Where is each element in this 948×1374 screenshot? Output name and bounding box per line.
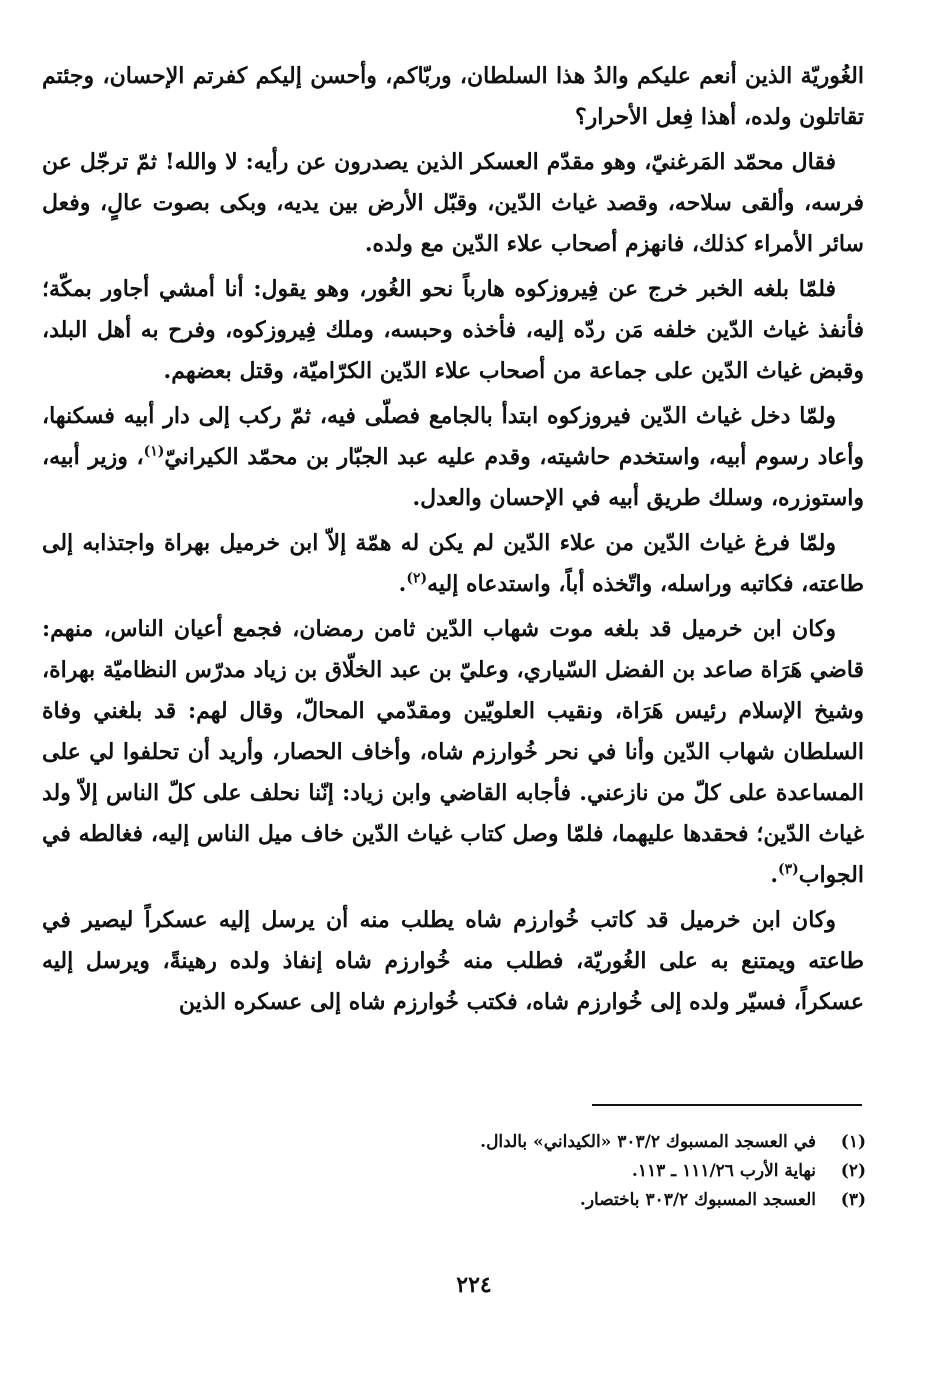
paragraph — [42, 609, 864, 896]
footnote-reference[interactable]: (١) — [143, 443, 165, 460]
paragraph-text: وكان ابن خرميل قد بلغه موت شهاب الدّين ثامن رمضان، فجمع أعيان الناس، منهم: قاضي هَرَاة صاعد بن الفضل السّياري، وعليّ بن عبد الخلّاق بن زياد مدرّس النظاميّة بهراة، وشيخ الإسلام رئيس هَرَاة، ونقيب العلويّين ومقدّمي المحالّ، وقال لهم: قد بلغني وفاة السلطان شهاب الدّين وأنا في نحر خُوارزم شاه، وأخاف الحصار، وأريد أن تحلفوا لي على المساعدة على كلّ من نازعني. فأجابه القاضي وابن زياد: إنّنا نحلف على كلّ الناس إلاّ ولد غياث الدّين؛ فحقدها عليهما، فلمّا وصل كتاب غياث الدّين خاف ميل الناس إليه، فغالطه في الجواب — [42, 616, 864, 888]
paragraph — [42, 396, 864, 519]
footnote-reference[interactable]: (٢) — [406, 570, 428, 587]
paragraph-text-continued: . — [770, 862, 778, 888]
footnote-reference[interactable]: (٣) — [778, 861, 799, 878]
footnote-text: في العسجد المسبوك ٣٠٣/٢ «الكيداني» بالدال. — [480, 1132, 816, 1152]
footnote-text: العسجد المسبوك ٣٠٣/٢ باختصار. — [579, 1190, 816, 1210]
paragraph-text-continued: . — [398, 571, 407, 597]
paragraph — [42, 269, 864, 392]
paragraph — [42, 142, 864, 265]
footnote-divider — [592, 1104, 862, 1106]
footnote-item — [300, 1186, 866, 1215]
paragraph-text: ولمّا دخل غياث الدّين فيروزكوه ابتدأ بالجامع فصلّى فيه، ثمّ ركب إلى دار أبيه فسكنها، وأعاد رسوم أبيه، واستخدم حاشيته، وقدم عليه عبد الجبّار بن محمّد الكيرانيّ — [42, 403, 864, 470]
paragraph — [42, 56, 864, 138]
paragraph-text: فلمّا بلغه الخبر خرج عن فِيروزكوه هارباً نحو الغُور، وهو يقول: أنا أمشي أجاور بمكّة؛ فأنفذ غياث الدّين خلفه مَن ردّه إليه، فأخذه وحبسه، وملك فِيروزكوه، وفرح به أهل البلد، وقبض غياث الدّين على جماعة من أصحاب علاء الدّين الكرّاميّة، وقتل بعضهم. — [42, 276, 864, 384]
footnote-text: نهاية الأرب ١١١/٢٦ ـ ١١٣. — [631, 1161, 816, 1181]
paragraph — [42, 523, 864, 605]
paragraph-text: الغُوريّة الذين أنعم عليكم والدُ هذا السلطان، وربّاكم، وأحسن إليكم كفرتم الإحسان، وجئتم تقاتلون ولده، أهذا فِعل الأحرار؟ — [42, 63, 864, 130]
paragraph-text: وكان ابن خرميل قد كاتب خُوارزم شاه يطلب منه أن يرسل إليه عسكراً ليصير في طاعته ويمتنع به على الغُوريّة، فطلب منه خُوارزم شاه إنفاذ ولده رهينةً، ويرسل إليه عسكراً، فسيّر ولده إلى خُوارزم شاه، فكتب خُوارزم شاه إلى عسكره الذين — [42, 907, 864, 1015]
footnote-item — [300, 1157, 866, 1186]
footnotes — [300, 1128, 866, 1215]
paragraph-text-continued: ، وزير أبيه، واستوزره، وسلك طريق أبيه في الإحسان والعدل. — [42, 444, 864, 511]
main-text — [42, 56, 864, 1027]
footnote-number: (٢) — [840, 1161, 866, 1181]
paragraph-text: ولمّا فرغ غياث الدّين من علاء الدّين لم يكن له همّة إلاّ ابن خرميل بهراة واجتذابه إلى طاعته، فكاتبه وراسله، واتّخذه أباً، واستدعاه إليه — [42, 530, 864, 597]
footnote-number: (١) — [840, 1132, 866, 1152]
paragraph-text: فقال محمّد المَرغنيّ، وهو مقدّم العسكر الذين يصدرون عن رأيه: لا والله! ثمّ ترجّل عن فرسه، وألقى سلاحه، وقصد غياث الدّين، وقبّل الأرض بين يديه، وبكى بصوت عالٍ، وفعل سائر الأمراء كذلك، فانهزم أصحاب علاء الدّين مع ولده. — [42, 149, 864, 257]
page-number: ٢٢٤ — [456, 1272, 492, 1298]
footnote-number: (٣) — [840, 1190, 866, 1210]
footnote-item — [300, 1128, 866, 1157]
paragraph — [42, 900, 864, 1023]
